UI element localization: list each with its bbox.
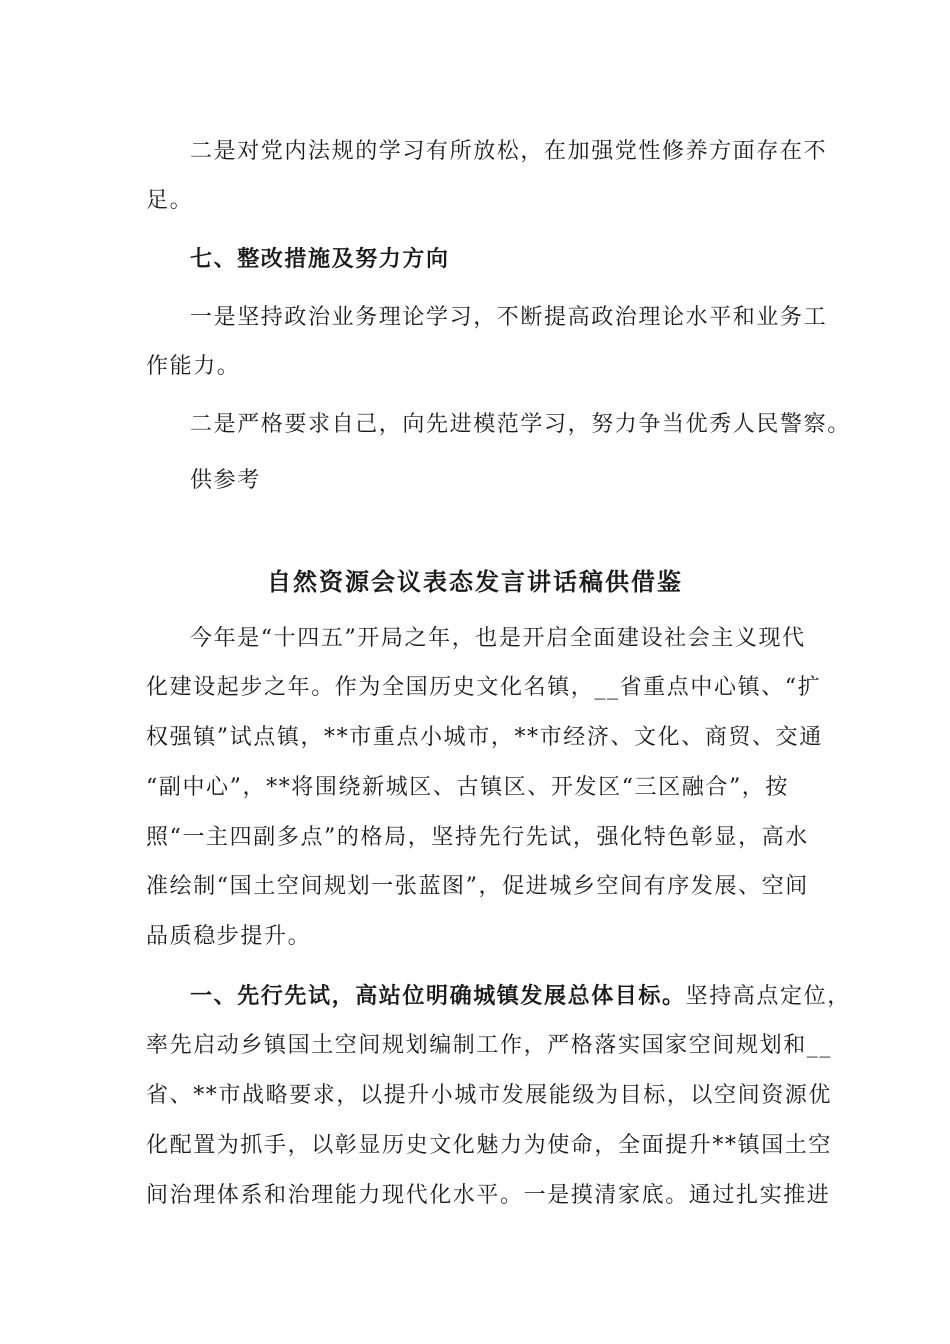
paragraph-line: 权强镇”试点镇，**市重点小城市，**市经济、文化、商贸、交通: [146, 725, 823, 750]
article-title: 自然资源会议表态发言讲话稿供借鉴: [267, 567, 683, 596]
paragraph-line: 一是坚持政治业务理论学习，不断提高政治理论水平和业务工: [190, 305, 828, 330]
paragraph-line: 化配置为抓手，以彰显历史文化魅力为使命，全面提升**镇国土空: [146, 1133, 833, 1158]
point-text: 坚持高点定位，: [685, 984, 851, 1009]
paragraph-line: 二是严格要求自己，向先进模范学习，努力争当优秀人民警察。: [190, 412, 851, 437]
paragraph-line: “副中心”，**将围绕新城区、古镇区、开发区“三区融合”，按: [146, 775, 789, 800]
paragraph-line: 照“一主四副多点”的格局，坚持先行先试，强化特色彰显，高水: [146, 825, 809, 850]
paragraph-line: 品质稳步提升。: [146, 924, 312, 949]
paragraph-line: 间治理体系和治理能力现代化水平。一是摸清家底。通过扎实推进: [146, 1183, 831, 1208]
paragraph-line: 足。: [146, 188, 194, 213]
paragraph-line: 二是对党内法规的学习有所放松，在加强党性修养方面存在不: [190, 139, 828, 164]
paragraph-line: 今年是“十四五”开局之年，也是开启全面建设社会主义现代: [190, 626, 806, 651]
paragraph-line: 率先启动乡镇国土空间规划编制工作，严格落实国家空间规划和__: [146, 1033, 833, 1058]
paragraph-line: 化建设起步之年。作为全国历史文化名镇，__省重点中心镇、“扩: [146, 675, 822, 700]
reference-note: 供参考: [190, 468, 261, 493]
paragraph-line: 准绘制“国土空间规划一张蓝图”，促进城乡空间有序发展、空间: [146, 874, 809, 899]
paragraph-line: 省、**市战略要求，以提升小城市发展能级为目标，以空间资源优: [146, 1083, 833, 1108]
section-heading: 七、整改措施及努力方向: [190, 246, 450, 272]
paragraph-line: [190, 981, 851, 1012]
point-heading: 一、先行先试，高站位明确城镇发展总体目标。: [190, 983, 686, 1009]
paragraph-line: 作能力。: [146, 354, 241, 379]
